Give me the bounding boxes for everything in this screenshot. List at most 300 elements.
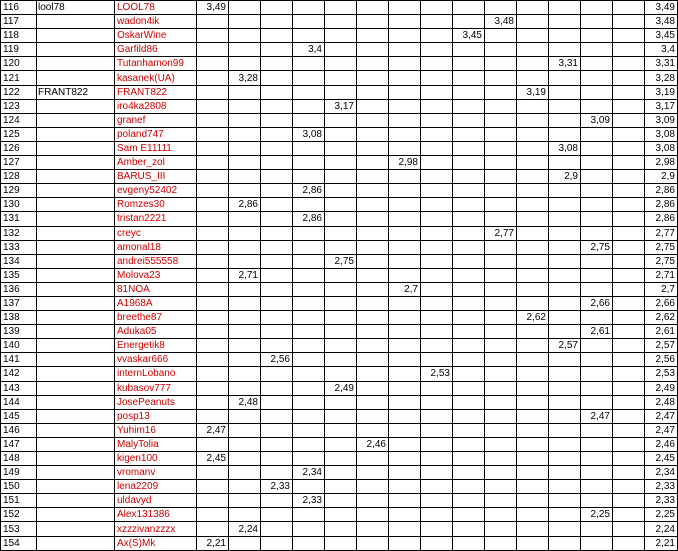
score-cell xyxy=(421,325,453,339)
score-cell xyxy=(421,254,453,268)
total-cell: 3,08 xyxy=(645,127,678,141)
score-cell: 2,34 xyxy=(293,466,325,480)
score-cell: 2,47 xyxy=(581,409,613,423)
score-cell xyxy=(261,156,293,170)
score-cell xyxy=(357,212,389,226)
score-cell xyxy=(261,57,293,71)
score-cell xyxy=(325,325,357,339)
score-cell: 3,49 xyxy=(197,1,229,15)
score-cell xyxy=(357,353,389,367)
score-cell xyxy=(549,508,581,522)
score-cell xyxy=(517,141,549,155)
row-number-cell: 153 xyxy=(1,522,37,536)
score-cell xyxy=(421,437,453,451)
score-cell xyxy=(581,184,613,198)
table-row xyxy=(1,29,678,43)
score-cell xyxy=(613,423,645,437)
score-cell xyxy=(613,536,645,550)
score-cell xyxy=(325,57,357,71)
score-cell xyxy=(261,268,293,282)
score-cell xyxy=(357,268,389,282)
score-cell xyxy=(421,184,453,198)
score-cell xyxy=(389,522,421,536)
nickname-cell: vvaskar666 xyxy=(115,353,197,367)
score-cell xyxy=(325,522,357,536)
score-cell xyxy=(517,466,549,480)
score-cell xyxy=(517,381,549,395)
table-row xyxy=(1,508,678,522)
score-cell xyxy=(389,141,421,155)
score-cell xyxy=(517,282,549,296)
table-row xyxy=(1,71,678,85)
score-cell: 2,46 xyxy=(357,437,389,451)
score-cell xyxy=(357,156,389,170)
score-cell xyxy=(453,522,485,536)
score-cell xyxy=(485,57,517,71)
score-cell xyxy=(421,99,453,113)
score-cell xyxy=(197,99,229,113)
score-cell xyxy=(197,212,229,226)
score-cell xyxy=(485,1,517,15)
table-row xyxy=(1,141,678,155)
score-cell xyxy=(549,254,581,268)
score-cell xyxy=(549,325,581,339)
total-cell: 2,25 xyxy=(645,508,678,522)
score-cell xyxy=(549,409,581,423)
score-cell: 3,4 xyxy=(293,43,325,57)
nickname-cell: Energetik8 xyxy=(115,339,197,353)
total-cell: 2,33 xyxy=(645,480,678,494)
score-cell xyxy=(613,437,645,451)
row-number-cell: 117 xyxy=(1,15,37,29)
score-cell xyxy=(613,57,645,71)
nickname-cell: Yuhim16 xyxy=(115,423,197,437)
score-cell xyxy=(389,395,421,409)
score-cell xyxy=(453,99,485,113)
player-name-cell: lool78 xyxy=(37,1,115,15)
score-cell xyxy=(517,325,549,339)
table-row xyxy=(1,494,678,508)
score-cell xyxy=(549,43,581,57)
score-cell xyxy=(229,494,261,508)
score-cell xyxy=(517,536,549,550)
row-number-cell: 138 xyxy=(1,311,37,325)
score-cell xyxy=(421,395,453,409)
score-cell xyxy=(389,508,421,522)
total-cell: 2,53 xyxy=(645,367,678,381)
score-cell xyxy=(261,367,293,381)
table-row xyxy=(1,353,678,367)
score-cell xyxy=(613,466,645,480)
score-cell xyxy=(549,536,581,550)
score-cell xyxy=(197,466,229,480)
score-cell xyxy=(549,296,581,310)
score-cell xyxy=(613,381,645,395)
score-cell xyxy=(357,141,389,155)
score-cell xyxy=(485,29,517,43)
player-name-cell xyxy=(37,480,115,494)
score-cell xyxy=(485,311,517,325)
score-cell xyxy=(453,15,485,29)
table-row xyxy=(1,57,678,71)
score-cell xyxy=(293,170,325,184)
score-cell xyxy=(581,353,613,367)
score-cell xyxy=(325,353,357,367)
score-cell xyxy=(197,127,229,141)
score-cell xyxy=(293,452,325,466)
score-cell xyxy=(229,353,261,367)
score-cell xyxy=(453,226,485,240)
score-cell xyxy=(421,522,453,536)
player-name-cell xyxy=(37,381,115,395)
player-name-cell xyxy=(37,409,115,423)
score-cell xyxy=(325,480,357,494)
score-cell xyxy=(357,99,389,113)
score-cell xyxy=(389,15,421,29)
row-number-cell: 123 xyxy=(1,99,37,113)
row-number-cell: 151 xyxy=(1,494,37,508)
score-cell xyxy=(293,437,325,451)
player-name-cell xyxy=(37,240,115,254)
score-cell xyxy=(421,71,453,85)
score-cell xyxy=(517,339,549,353)
score-cell xyxy=(357,395,389,409)
row-number-cell: 119 xyxy=(1,43,37,57)
player-name-cell xyxy=(37,198,115,212)
total-cell: 2,48 xyxy=(645,395,678,409)
table-row xyxy=(1,480,678,494)
score-cell xyxy=(197,494,229,508)
nickname-cell: MalyTolia xyxy=(115,437,197,451)
total-cell: 2,57 xyxy=(645,339,678,353)
player-name-cell xyxy=(37,311,115,325)
score-cell xyxy=(389,127,421,141)
score-cell xyxy=(325,156,357,170)
table-row xyxy=(1,409,678,423)
score-cell xyxy=(549,99,581,113)
total-cell: 2,75 xyxy=(645,254,678,268)
score-cell xyxy=(549,522,581,536)
row-number-cell: 120 xyxy=(1,57,37,71)
score-cell: 2,86 xyxy=(293,184,325,198)
score-cell xyxy=(517,170,549,184)
score-cell xyxy=(485,423,517,437)
score-cell xyxy=(613,240,645,254)
table-row xyxy=(1,15,678,29)
score-cell xyxy=(549,423,581,437)
nickname-cell: JosePeanuts xyxy=(115,395,197,409)
score-cell xyxy=(357,452,389,466)
score-cell xyxy=(453,282,485,296)
score-cell xyxy=(421,339,453,353)
table-row xyxy=(1,367,678,381)
score-cell: 2,48 xyxy=(229,395,261,409)
player-name-cell xyxy=(37,141,115,155)
score-cell: 3,08 xyxy=(293,127,325,141)
player-name-cell xyxy=(37,494,115,508)
score-cell xyxy=(325,43,357,57)
score-cell xyxy=(293,367,325,381)
player-name-cell xyxy=(37,522,115,536)
score-cell xyxy=(453,198,485,212)
score-cell xyxy=(197,226,229,240)
score-cell xyxy=(261,240,293,254)
table-row xyxy=(1,311,678,325)
score-cell xyxy=(485,240,517,254)
score-cell xyxy=(293,240,325,254)
score-cell xyxy=(613,99,645,113)
table-row xyxy=(1,296,678,310)
score-cell xyxy=(261,311,293,325)
score-cell xyxy=(549,480,581,494)
score-cell xyxy=(325,311,357,325)
score-cell xyxy=(389,480,421,494)
score-cell xyxy=(325,367,357,381)
table-row xyxy=(1,226,678,240)
score-cell xyxy=(293,381,325,395)
score-cell xyxy=(197,437,229,451)
score-cell: 3,08 xyxy=(549,141,581,155)
score-cell xyxy=(357,367,389,381)
player-name-cell xyxy=(37,268,115,282)
score-cell xyxy=(613,522,645,536)
score-cell xyxy=(229,423,261,437)
score-cell xyxy=(453,536,485,550)
total-cell: 3,4 xyxy=(645,43,678,57)
score-cell xyxy=(453,141,485,155)
score-cell xyxy=(581,494,613,508)
score-cell: 2,9 xyxy=(549,170,581,184)
score-cell: 2,57 xyxy=(549,339,581,353)
score-cell xyxy=(581,254,613,268)
score-cell xyxy=(389,240,421,254)
score-cell xyxy=(325,170,357,184)
score-cell xyxy=(485,113,517,127)
row-number-cell: 125 xyxy=(1,127,37,141)
score-cell xyxy=(517,508,549,522)
score-cell xyxy=(549,29,581,43)
score-cell xyxy=(293,325,325,339)
score-cell xyxy=(325,494,357,508)
score-cell xyxy=(517,395,549,409)
row-number-cell: 127 xyxy=(1,156,37,170)
score-cell xyxy=(197,113,229,127)
nickname-cell: andrei555558 xyxy=(115,254,197,268)
score-cell xyxy=(389,198,421,212)
player-name-cell xyxy=(37,71,115,85)
score-cell xyxy=(293,85,325,99)
score-cell xyxy=(549,127,581,141)
score-cell xyxy=(261,508,293,522)
score-cell xyxy=(581,311,613,325)
score-cell xyxy=(613,15,645,29)
score-cell xyxy=(197,311,229,325)
score-cell xyxy=(325,452,357,466)
score-cell xyxy=(261,522,293,536)
table-row xyxy=(1,423,678,437)
score-cell xyxy=(421,536,453,550)
nickname-cell: evgeny52402 xyxy=(115,184,197,198)
score-cell xyxy=(485,156,517,170)
score-cell xyxy=(197,296,229,310)
score-cell xyxy=(485,508,517,522)
score-cell: 2,98 xyxy=(389,156,421,170)
score-cell xyxy=(357,71,389,85)
score-cell xyxy=(421,57,453,71)
score-cell xyxy=(613,452,645,466)
total-cell: 2,33 xyxy=(645,494,678,508)
score-cell xyxy=(453,480,485,494)
score-cell xyxy=(549,466,581,480)
score-cell xyxy=(549,268,581,282)
score-cell xyxy=(613,409,645,423)
score-cell xyxy=(581,536,613,550)
score-cell xyxy=(389,71,421,85)
score-cell xyxy=(613,508,645,522)
score-cell xyxy=(261,339,293,353)
table-row xyxy=(1,339,678,353)
score-cell xyxy=(581,99,613,113)
score-cell xyxy=(517,409,549,423)
score-cell xyxy=(421,1,453,15)
score-cell xyxy=(197,141,229,155)
score-cell xyxy=(293,339,325,353)
total-cell: 2,34 xyxy=(645,466,678,480)
score-cell xyxy=(357,15,389,29)
score-cell xyxy=(229,325,261,339)
score-cell xyxy=(517,113,549,127)
score-cell xyxy=(453,71,485,85)
score-cell xyxy=(261,226,293,240)
score-cell xyxy=(613,311,645,325)
score-cell xyxy=(485,522,517,536)
score-cell xyxy=(389,1,421,15)
score-cell xyxy=(485,71,517,85)
score-cell xyxy=(389,536,421,550)
score-cell xyxy=(293,423,325,437)
score-cell xyxy=(485,43,517,57)
score-cell xyxy=(229,254,261,268)
score-cell xyxy=(197,268,229,282)
score-cell xyxy=(261,423,293,437)
player-name-cell xyxy=(37,395,115,409)
score-cell xyxy=(229,1,261,15)
player-name-cell xyxy=(37,423,115,437)
score-cell xyxy=(549,85,581,99)
score-cell: 2,56 xyxy=(261,353,293,367)
score-cell xyxy=(453,311,485,325)
score-cell xyxy=(549,282,581,296)
row-number-cell: 142 xyxy=(1,367,37,381)
row-number-cell: 129 xyxy=(1,184,37,198)
score-cell: 2,62 xyxy=(517,311,549,325)
score-cell xyxy=(517,240,549,254)
nickname-cell: Molova23 xyxy=(115,268,197,282)
score-cell xyxy=(613,282,645,296)
row-number-cell: 154 xyxy=(1,536,37,550)
score-cell xyxy=(261,452,293,466)
score-cell xyxy=(389,423,421,437)
nickname-cell: iro4ka2808 xyxy=(115,99,197,113)
player-name-cell xyxy=(37,452,115,466)
nickname-cell: wadon4ik xyxy=(115,15,197,29)
score-cell xyxy=(325,127,357,141)
score-cell xyxy=(325,184,357,198)
row-number-cell: 130 xyxy=(1,198,37,212)
score-cell xyxy=(421,29,453,43)
score-cell xyxy=(389,57,421,71)
score-cell xyxy=(421,494,453,508)
score-cell xyxy=(581,437,613,451)
score-cell xyxy=(581,29,613,43)
score-cell xyxy=(453,508,485,522)
score-cell xyxy=(261,282,293,296)
player-name-cell xyxy=(37,367,115,381)
score-cell xyxy=(549,381,581,395)
score-cell xyxy=(229,480,261,494)
total-cell: 3,49 xyxy=(645,1,678,15)
total-cell: 3,08 xyxy=(645,141,678,155)
score-cell xyxy=(293,71,325,85)
score-cell xyxy=(389,311,421,325)
nickname-cell: LOOL78 xyxy=(115,1,197,15)
score-cell xyxy=(549,113,581,127)
score-cell xyxy=(581,198,613,212)
score-cell xyxy=(229,85,261,99)
score-cell xyxy=(517,452,549,466)
score-cell xyxy=(293,522,325,536)
score-cell xyxy=(453,409,485,423)
score-cell xyxy=(613,184,645,198)
score-cell xyxy=(421,452,453,466)
total-cell: 2,86 xyxy=(645,184,678,198)
score-cell xyxy=(197,71,229,85)
score-cell xyxy=(293,395,325,409)
score-cell xyxy=(421,15,453,29)
score-cell xyxy=(229,156,261,170)
score-cell: 2,33 xyxy=(261,480,293,494)
row-number-cell: 121 xyxy=(1,71,37,85)
score-cell xyxy=(197,254,229,268)
player-name-cell xyxy=(37,29,115,43)
table-row xyxy=(1,240,678,254)
score-cell xyxy=(229,240,261,254)
nickname-cell: Garfild86 xyxy=(115,43,197,57)
row-number-cell: 148 xyxy=(1,452,37,466)
total-cell: 2,45 xyxy=(645,452,678,466)
score-cell: 2,49 xyxy=(325,381,357,395)
score-cell xyxy=(517,127,549,141)
score-cell xyxy=(613,127,645,141)
score-cell xyxy=(613,268,645,282)
score-cell xyxy=(261,113,293,127)
score-cell xyxy=(325,339,357,353)
score-cell xyxy=(485,480,517,494)
score-cell xyxy=(453,184,485,198)
score-cell xyxy=(453,254,485,268)
score-cell: 2,71 xyxy=(229,268,261,282)
nickname-cell: BARUS_III xyxy=(115,170,197,184)
score-cell xyxy=(613,198,645,212)
score-cell xyxy=(357,466,389,480)
score-cell xyxy=(485,339,517,353)
row-number-cell: 131 xyxy=(1,212,37,226)
score-cell xyxy=(229,170,261,184)
score-cell xyxy=(517,184,549,198)
score-cell xyxy=(293,99,325,113)
score-cell xyxy=(485,367,517,381)
row-number-cell: 145 xyxy=(1,409,37,423)
